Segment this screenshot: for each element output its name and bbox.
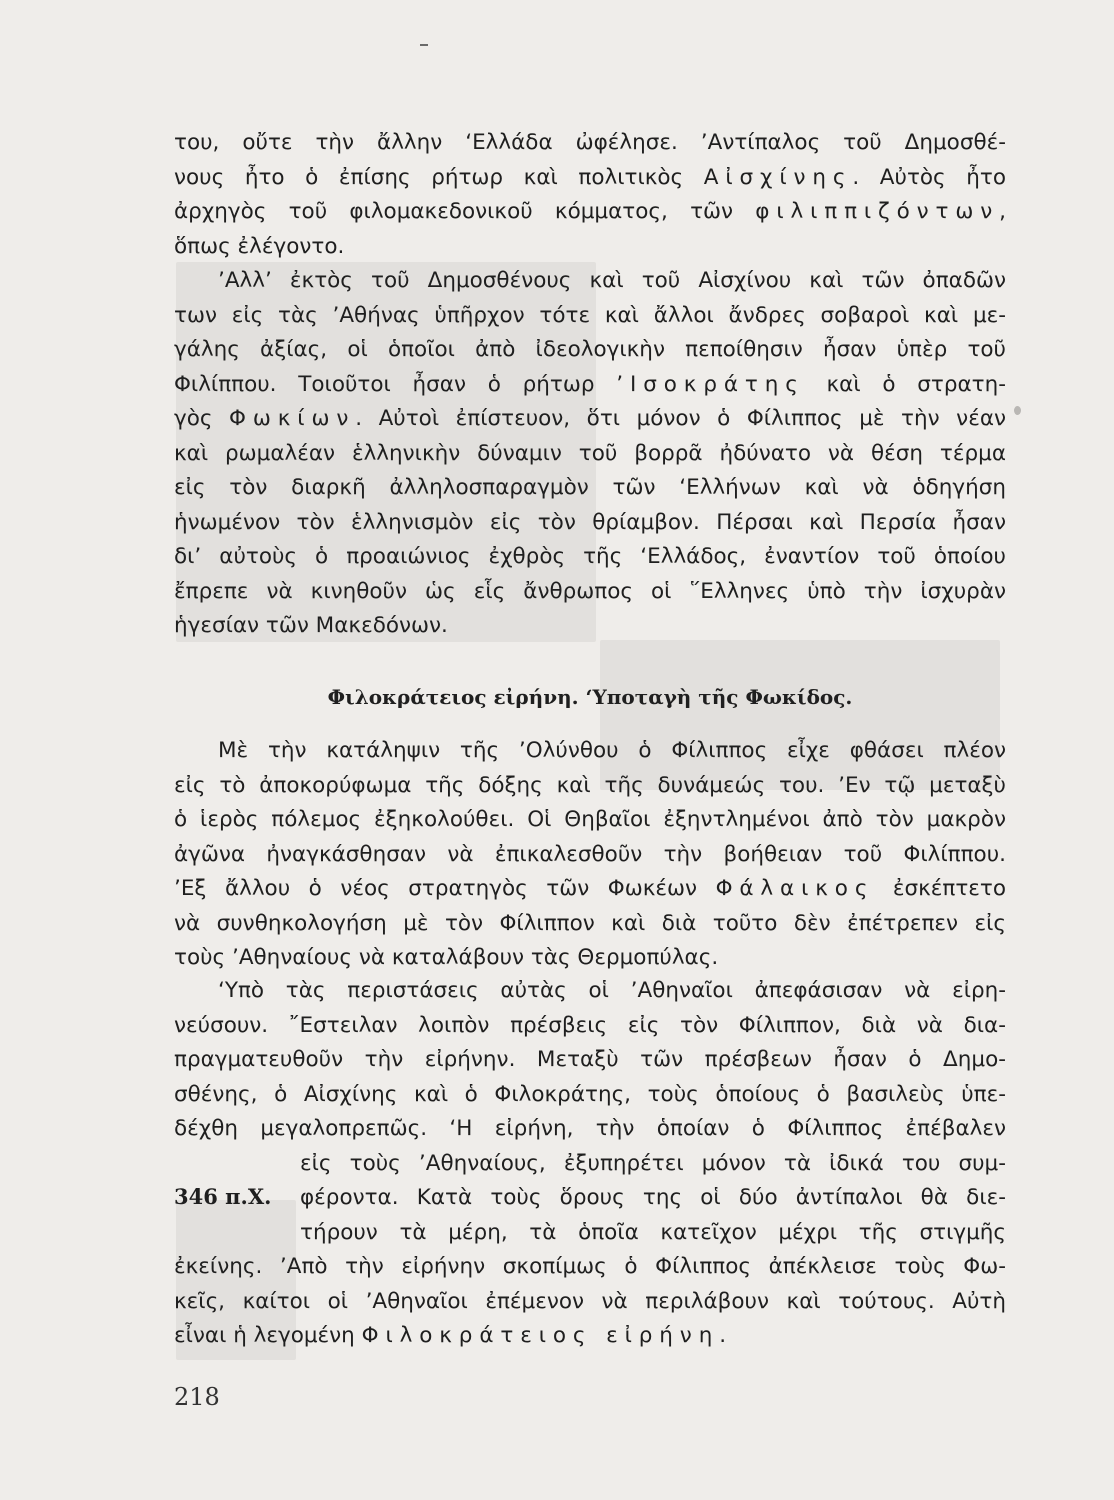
text-run: νὰ συνθηκολογήση μὲ τὸν Φίλιππον καὶ διὰ τοῦτο δὲν ἐπέτρεπεν εἰς: [174, 910, 1006, 936]
text-line: [174, 736, 1006, 766]
text-line: [174, 874, 1006, 904]
text-line: [174, 473, 1006, 503]
margin-date-note: 346 π.Χ.: [174, 1184, 272, 1209]
text-line: [174, 439, 1006, 469]
text-line: [174, 370, 1006, 400]
text-line: [300, 1218, 1006, 1248]
text-run: σθένης, ὁ Αἰσχίνης καὶ ὁ Φιλοκράτης, τοὺς ὁποίους ὁ βασιλεὺς ὑπε-: [174, 1081, 1006, 1107]
spaced-emphasis: Αἰσχίνης: [703, 164, 853, 190]
text-run: ,: [999, 199, 1006, 224]
text-run: ’Εξ ἄλλου ὁ νέος στρατηγὸς τῶν Φωκέων: [174, 876, 716, 901]
text-line: [174, 976, 1006, 1006]
spaced-emphasis: Φωκίων: [229, 406, 356, 431]
text-line: [174, 197, 1006, 227]
text-line: [174, 840, 1006, 870]
page-number: 218: [174, 1383, 220, 1411]
text-run: ἔπρεπε νὰ κινηθοῦν ὡς εἷς ἄνθρωπος οἱ ῞Ελληνες ὑπὸ τὴν ἰσχυρὰν: [174, 578, 1006, 604]
text-run: εἶναι ἡ λεγομένη: [174, 1323, 362, 1348]
text-run: καὶ ρωμαλέαν ἑλληνικὴν δύναμιν τοῦ βορρᾶ ἠδύνατο νὰ θέση τέρμα: [174, 440, 1006, 466]
text-line: [300, 1149, 1006, 1179]
spaced-emphasis: φιλιππιζόντων: [755, 199, 1000, 224]
text-run: του, οὔτε τὴν ἄλλην ‘Ελλάδα ὠφέλησε. ’Αντίπαλος τοῦ Δημοσθέ-: [174, 130, 1006, 155]
text-run: Φιλίππου. Τοιοῦτοι ἦσαν ὁ ρήτωρ: [174, 371, 617, 397]
text-run: τοὺς ’Αθηναίους νὰ καταλάβουν τὰς Θερμοπύλας.: [174, 945, 719, 970]
text-run: γὸς: [174, 406, 230, 431]
text-run: ‘Υπὸ τὰς περιστάσεις αὐτὰς οἱ ’Αθηναῖοι ἀπεφάσισαν νὰ εἰρη-: [218, 978, 1006, 1003]
text-run: νεύσουν. ῎Εστειλαν λοιπὸν πρέσβεις εἰς τὸν Φίλιππον, διὰ νὰ δια-: [174, 1012, 1006, 1038]
text-line: [174, 611, 1006, 641]
spaced-emphasis: Φάλαικος: [715, 876, 875, 901]
text-run: εἰς τὸν διαρκῆ ἀλληλοσπαραγμὸν τῶν ‘Ελλήνων καὶ νὰ ὁδηγήση: [174, 475, 1006, 500]
text-run: εἰς τοὺς ’Αθηναίους, ἐξυπηρέτει μόνον τὰ ἰδικά του συμ-: [300, 1150, 1006, 1176]
text-line: [174, 163, 1006, 193]
text-run: . Αὐτὸς ἦτο: [852, 164, 1006, 190]
text-line: [174, 1011, 1006, 1041]
text-line: [174, 266, 1006, 296]
text-run: πραγματευθοῦν τὴν εἰρήνην. Μεταξὺ τῶν πρέσβεων ἦσαν ὁ Δημο-: [174, 1047, 1006, 1072]
text-run: ἐσκέπτετο: [874, 876, 1007, 901]
text-run: γάλης ἀξίας, οἱ ὁποῖοι ἀπὸ ἰδεολογικὴν πεποίθησιν ἦσαν ὑπὲρ τοῦ: [174, 337, 1006, 362]
section-heading: Φιλοκράτειος εἰρήνη. ‘Υποταγὴ τῆς Φωκίδος.: [327, 685, 853, 709]
text-line: [174, 232, 1006, 262]
text-run: κεῖς, καίτοι οἱ ’Αθηναῖοι ἐπέμενον νὰ περιλάβουν καὶ τούτους. Αὐτὴ: [174, 1288, 1006, 1314]
text-run: εἰς τὸ ἀποκορύφωμα τῆς δόξης καὶ τῆς δυνάμεώς του. ’Εν τῷ μεταξὺ: [174, 772, 1006, 798]
text-line: [174, 508, 1006, 538]
text-line: [174, 909, 1006, 939]
text-run: ἡγεσίαν τῶν Μακεδόνων.: [174, 613, 448, 638]
text-run: ἐκείνης. ’Απὸ τὴν εἰρήνην σκοπίμως ὁ Φίλιππος ἀπέκλεισε τοὺς Φω-: [174, 1254, 1006, 1279]
spaced-emphasis: ’Ισοκράτης: [616, 371, 805, 397]
text-run: ἀγῶνα ἠναγκάσθησαν νὰ ἐπικαλεσθοῦν τὴν βοήθειαν τοῦ Φιλίππου.: [174, 841, 1006, 867]
text-run: δι’ αὐτοὺς ὁ προαιώνιος ἐχθρὸς τῆς ‘Ελλάδος, ἐναντίον τοῦ ὁποίου: [174, 544, 1006, 569]
text-run: νους ἦτο ὁ ἐπίσης ρήτωρ καὶ πολιτικὸς: [174, 164, 704, 190]
text-run: των εἰς τὰς ’Αθήνας ὑπῆρχον τότε καὶ ἄλλοι ἄνδρες σοβαροὶ καὶ με-: [174, 302, 1006, 328]
text-run: ἀρχηγὸς τοῦ φιλομακεδονικοῦ κόμματος, τῶν: [174, 199, 756, 224]
text-run: δέχθη μεγαλοπρεπῶς. ‘Η εἰρήνη, τὴν ὁποίαν ὁ Φίλιππος ἐπέβαλεν: [174, 1116, 1006, 1141]
text-line: [300, 1183, 1006, 1213]
text-line: [174, 1287, 1006, 1317]
text-run: ἡνωμένον τὸν ἑλληνισμὸν εἰς τὸν θρίαμβον. Πέρσαι καὶ Περσία ἦσαν: [174, 509, 1006, 535]
spaced-emphasis: Φιλοκράτειος εἰρήνη: [361, 1323, 720, 1348]
text-line: [174, 1321, 1006, 1351]
text-line: [174, 1045, 1006, 1075]
text-run: ’Αλλ’ ἐκτὸς τοῦ Δημοσθένους καὶ τοῦ Αἰσχίνου καὶ τῶν ὀπαδῶν: [218, 268, 1006, 293]
bleed-through-shadow: [600, 640, 1000, 790]
text-run: ὅπως ἐλέγοντο.: [174, 233, 345, 259]
text-run: φέροντα. Κατὰ τοὺς ὅρους της οἱ δύο ἀντίπαλοι θὰ διε-: [300, 1185, 1006, 1210]
text-line: [174, 1252, 1006, 1282]
text-line: [174, 335, 1006, 365]
text-line: [174, 771, 1006, 801]
ink-speck: [1014, 406, 1021, 415]
text-line: [174, 1080, 1006, 1110]
text-line: [174, 404, 1006, 434]
text-line: [174, 1114, 1006, 1144]
text-run: ὁ ἱερὸς πόλεμος ἐξηκολούθει. Οἱ Θηβαῖοι ἐξηντλημένοι ἀπὸ τὸν μακρὸν: [174, 807, 1006, 832]
text-line: [174, 542, 1006, 572]
text-run: . Αὐτοὶ ἐπίστευον, ὅτι μόνον ὁ Φίλιππος μὲ τὴν νέαν: [355, 406, 1006, 431]
text-run: Μὲ τὴν κατάληψιν τῆς ’Ολύνθου ὁ Φίλιππος εἶχε φθάσει πλέον: [218, 738, 1006, 763]
text-line: [174, 577, 1006, 607]
text-run: τήρουν τὰ μέρη, τὰ ὁποῖα κατεῖχον μέχρι τῆς στιγμῆς: [300, 1219, 1006, 1245]
text-run: .: [719, 1323, 727, 1348]
text-line: [174, 805, 1006, 835]
text-run: καὶ ὁ στρατη-: [804, 371, 1006, 397]
text-line: [174, 943, 1006, 973]
ink-mark: [420, 44, 428, 46]
text-line: [174, 128, 1006, 158]
text-line: [174, 301, 1006, 331]
